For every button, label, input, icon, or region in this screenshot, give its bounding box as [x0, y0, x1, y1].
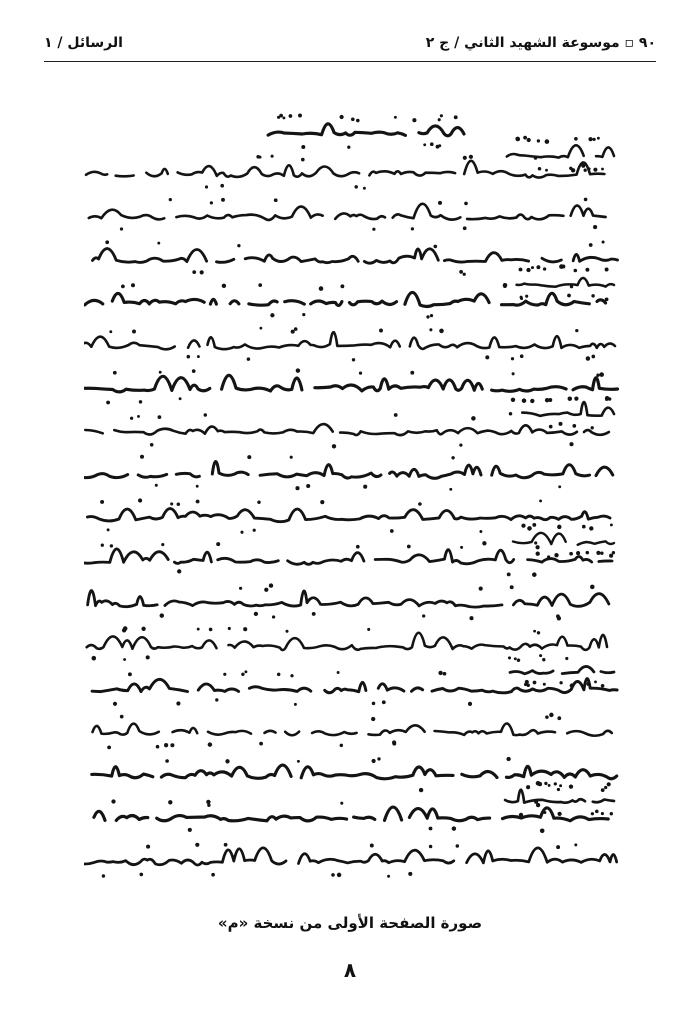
manuscript-line: [93, 240, 618, 276]
manuscript-line: [84, 843, 617, 878]
manuscript-line: [85, 412, 609, 448]
manuscript-line: [517, 264, 614, 301]
page-header: [44, 30, 656, 56]
section-label: الرسائل / ١: [44, 35, 123, 51]
manuscript-line: [87, 626, 607, 662]
manuscript-line: [513, 523, 615, 559]
figure-caption: صورة الصفحة الأولى من نسخة «م»: [217, 914, 483, 932]
manuscript-line: [85, 283, 606, 319]
manuscript-handwriting: [84, 96, 624, 896]
folio-number: ٨: [343, 958, 357, 982]
manuscript-line: [510, 654, 614, 688]
manuscript-image: [84, 96, 624, 896]
manuscript-line: [94, 799, 608, 833]
manuscript-line: [84, 455, 613, 491]
header-rule: [44, 61, 656, 62]
running-head: ٩٠ ▫ موسوعة الشهيد الثاني / ج ٢: [425, 35, 656, 51]
manuscript-line: [84, 368, 617, 404]
manuscript-line: [92, 670, 617, 706]
manuscript-line: [88, 583, 609, 620]
manuscript-line: [93, 713, 612, 750]
manuscript-line: [507, 136, 614, 173]
manuscript-line: [92, 757, 617, 792]
manuscript-line: [86, 155, 604, 190]
manuscript-line: [268, 114, 464, 149]
manuscript-line: [522, 396, 614, 429]
manuscript-line: [84, 541, 612, 577]
manuscript-line: [89, 198, 606, 231]
manuscript-line: [84, 327, 615, 362]
manuscript-line: [505, 781, 614, 817]
